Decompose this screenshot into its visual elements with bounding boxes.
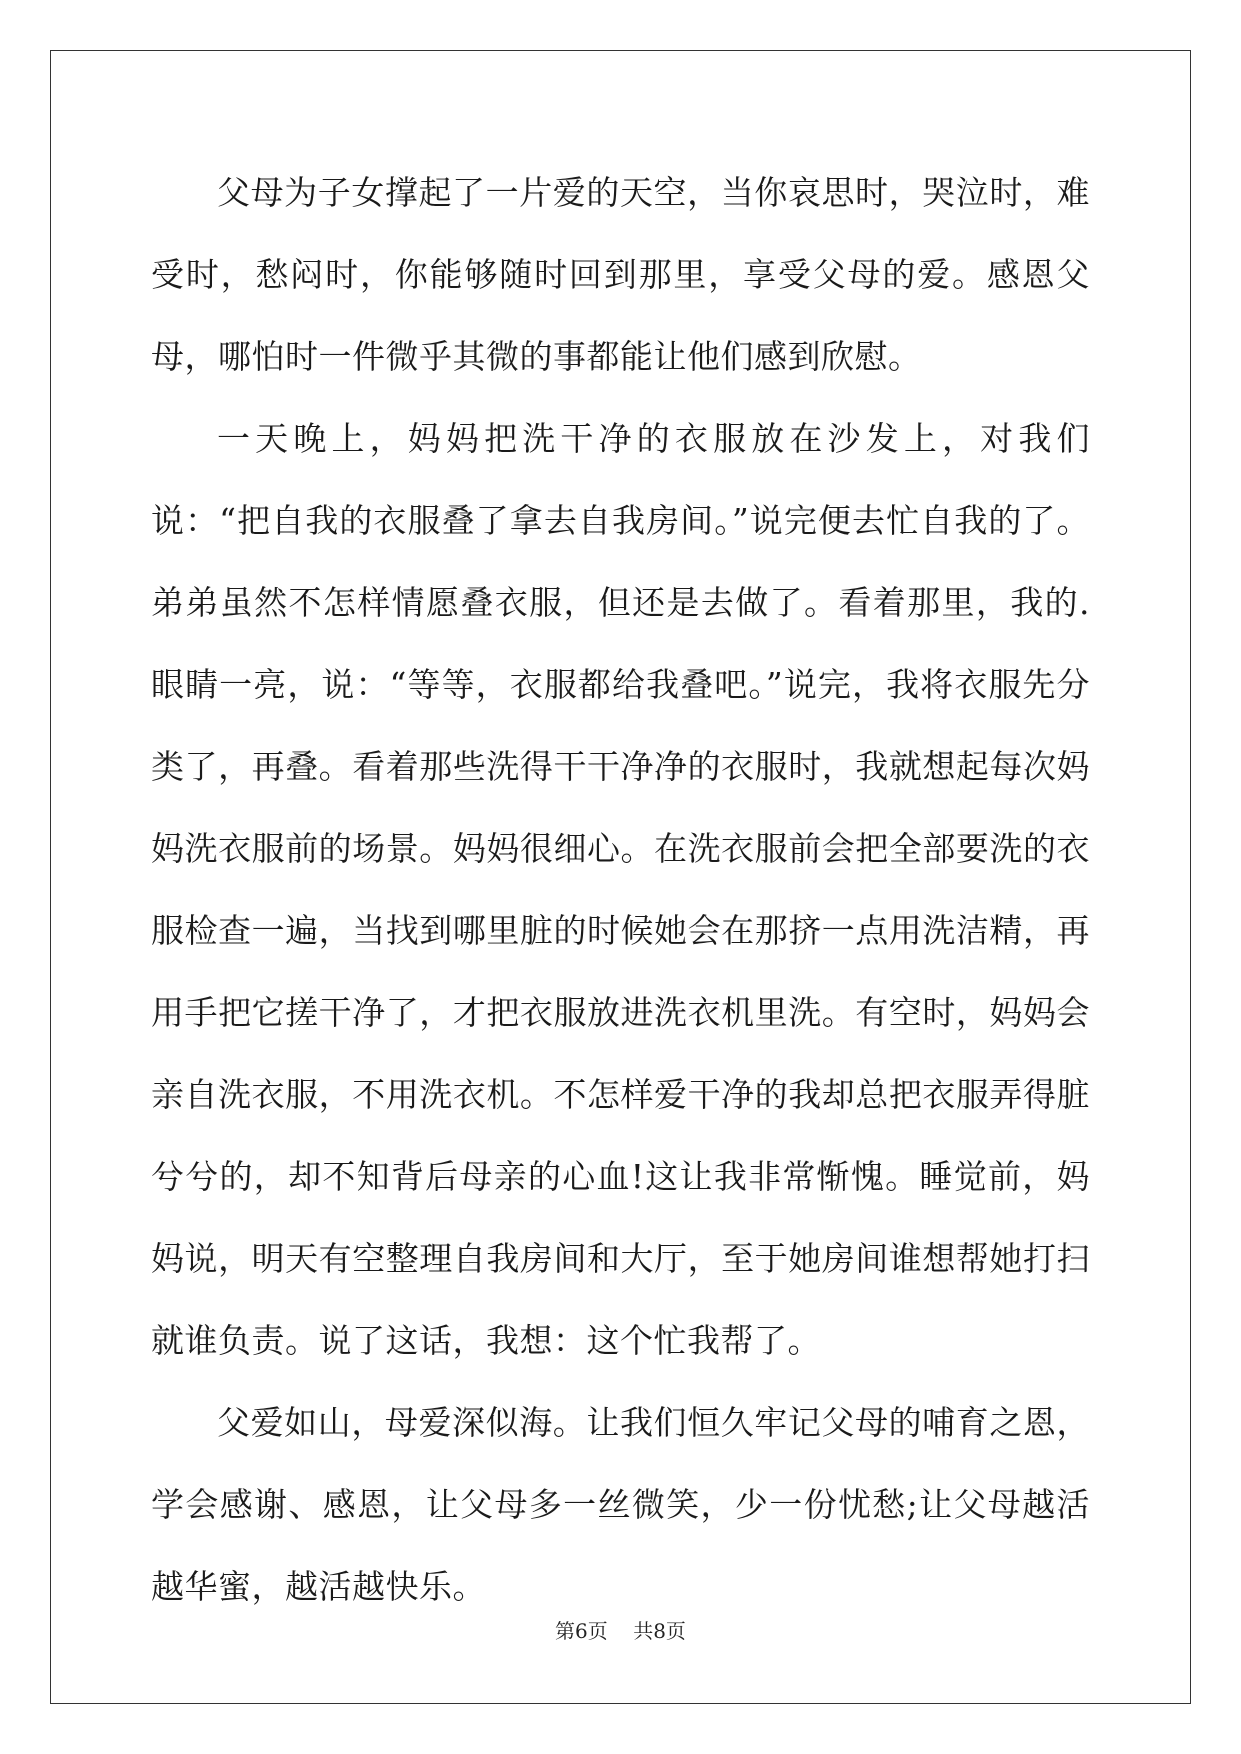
paragraph-1: 父母为子女撑起了一片爱的天空，当你哀思时，哭泣时，难受时，愁闷时，你能够随时回到那里，享受父母的爱。感恩父母，哪怕时一件微乎其微的事都能让他们感到欣慰。 — [151, 173, 1090, 376]
document-body — [151, 152, 1090, 1628]
paragraph-3: 父爱如山，母爱深似海。让我们恒久牢记父母的哺育之恩，学会感谢、感恩，让父母多一丝微笑，少一份忧愁;让父母越活越华蜜，越活越快乐。 — [151, 1403, 1090, 1606]
page-number-footer: 第6页 共8页 — [555, 1619, 686, 1643]
paragraph-2: 一天晚上，妈妈把洗干净的衣服放在沙发上，对我们说：“把自我的衣服叠了拿去自我房间。”说完便去忙自我的了。弟弟虽然不怎样情愿叠衣服，但还是去做了。看着那里，我的.眼睛一亮，说：“等等，衣服都给我叠吧。”说完，我将衣服先分类了，再叠。看着那些洗得干干净净的衣服时，我就想起每次妈妈洗衣服前的场景。妈妈很细心。在洗衣服前会把全部要洗的衣服检查一遍，当找到哪里脏的时候她会在那挤一点用洗洁精，再用手把它搓干净了，才把衣服放进洗衣机里洗。有空时，妈妈会亲自洗衣服，不用洗衣机。不怎样爱干净的我却总把衣服弄得脏兮兮的，却不知背后母亲的心血!这让我非常惭愧。睡觉前，妈妈说，明天有空整理自我房间和大厅，至于她房间谁想帮她打扫就谁负责。说了这话，我想：这个忙我帮了。 — [151, 419, 1090, 1360]
